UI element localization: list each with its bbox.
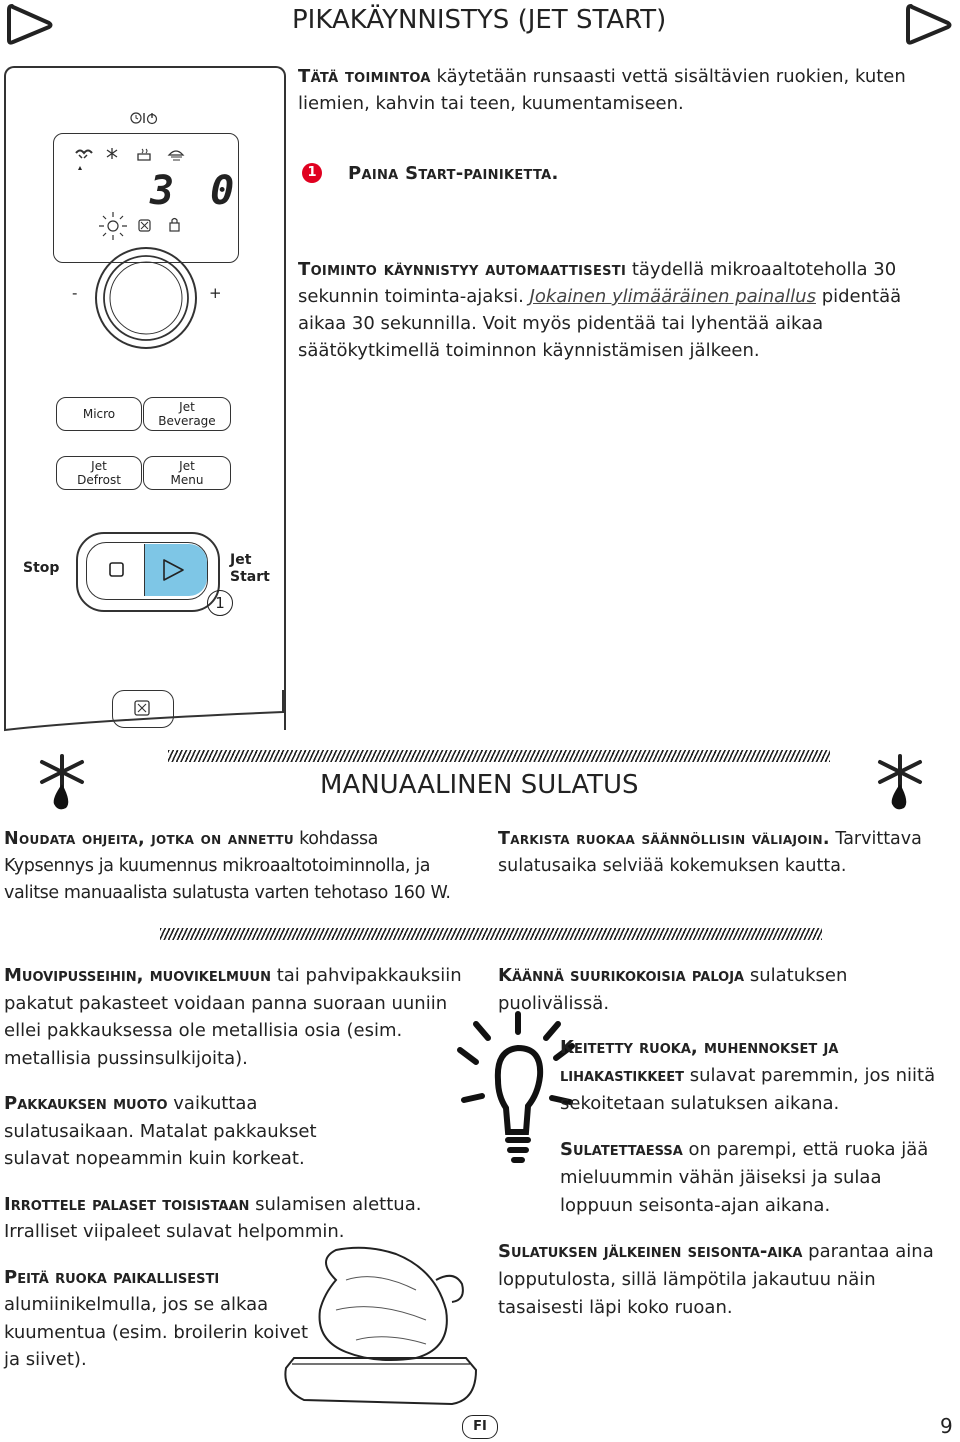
defrost-drop-icon-left [34, 752, 90, 814]
step-1-lead: Paina Start [348, 163, 456, 184]
plus-label: + [209, 284, 222, 302]
tip-right-3-lead: Sulatettaessa [560, 1139, 683, 1160]
auto-paragraph [298, 256, 953, 364]
auto-rest: täydellä mikroaaltoteholla 30 sekunnin toiminta-ajaksi. [298, 259, 897, 307]
extra-press-link[interactable]: Jokainen ylimääräinen painallus [529, 286, 816, 307]
tip-right-3 [560, 1136, 956, 1220]
tip-left-1-rest: tai pahvipakkauksiin pakatut pakasteet voidaan panna suoraan uuniin ellei pakkauksessa ole metallisia osia (esim. metallisia pussinsulkijoita). [4, 965, 462, 1069]
timer-rays-icon [99, 212, 127, 240]
step-1-rest: -painiketta. [455, 163, 559, 184]
defrost-left-paragraph [4, 826, 466, 907]
jet-start-button[interactable] [144, 544, 207, 596]
tip-left-3 [4, 1191, 444, 1246]
jet-beverage-label: Jet Beverage [158, 400, 216, 428]
auto-rest2: pidentää aikaa 30 sekunnilla. Voit myös pidentää tai lyhentää aikaa säätökytkimellä toiminnon käynnistämisen jälkeen. [298, 286, 902, 361]
tip-right-2-rest: sulavat paremmin, jos niitä sekoitetaan sulatuksen aikana. [560, 1065, 936, 1114]
intro-lead: Tätä toimintoa [298, 66, 431, 87]
display-status-icons [95, 208, 195, 244]
tip-right-4-rest: parantaa aina lopputulosta, sillä lämpötila jakautuu näin tasaisesti läpi koko ruoan. [498, 1241, 934, 1318]
defrost-right-lead: Tarkista ruokaa säännöllisin väliajoin. [498, 829, 830, 849]
tip-right-1-lead: Käännä suurikokoisia paloja [498, 965, 745, 986]
jet-beverage-button[interactable] [143, 397, 231, 431]
play-arrow-right-icon [905, 2, 953, 48]
tip-right-4-lead: Sulatuksen jälkeinen seisonta-aika [498, 1241, 803, 1262]
jet-menu-label: Jet Menu [170, 459, 204, 487]
defrost-drop-icon-right [872, 752, 928, 814]
stop-square-icon [92, 548, 144, 592]
lock-icon [170, 219, 179, 232]
page-number: 9 [940, 1414, 953, 1438]
crisp-icon [169, 151, 183, 160]
tip-left-3-lead: Irrottele palaset toisistaan [4, 1193, 250, 1215]
tip-left-4-rest: alumiinikelmulla, jos se alkaa kuumentua (esim. broilerin koivet ja siivet). [4, 1294, 309, 1370]
jet-start-label: Jet Start [230, 552, 270, 585]
tip-left-4 [4, 1264, 314, 1374]
beverage-icon [138, 149, 150, 160]
stop-label: Stop [23, 560, 60, 576]
defrost-left-rest: kohdassa Kypsennys ja kuumennus mikroaaltotoiminnolla, ja valitse manuaalista sulatusta varten tehotaso 160 W. [4, 829, 451, 903]
micro-button[interactable] [56, 397, 142, 431]
tip-left-3-rest: sulamisen alettua. Irralliset viipaleet sulavat helpommin. [4, 1193, 422, 1242]
tip-right-3-rest: on parempi, että ruoka jää mieluummin vähän jäiseksi ja sulaa loppuun seisonta-ajan aikana. [560, 1139, 929, 1216]
tip-left-1 [4, 962, 464, 1072]
clean-button[interactable] [112, 690, 174, 728]
clock-power-icon [130, 110, 160, 126]
display-digits: 3 0 [150, 168, 241, 214]
stop-button[interactable] [92, 548, 144, 592]
tip-right-1 [498, 962, 938, 1017]
tips-left [4, 962, 474, 1374]
adjust-dial[interactable] [92, 244, 200, 352]
start-triangle-icon [145, 544, 207, 596]
micro-button-label: Micro [82, 407, 116, 421]
defrost-left-lead: Noudata ohjeita, jotka on annettu [4, 829, 294, 849]
intro-rest: käytetään runsaasti vettä sisältävien ruokien, kuten liemien, kahvin tai teen, kuumentamiseen. [298, 66, 906, 114]
step-1-number: 1 [307, 165, 317, 180]
tip-right-2 [560, 1034, 952, 1118]
step-callout-badge [207, 590, 233, 616]
tip-left-2-rest: vaikuttaa sulatusaikaan. Matalat pakkaukset sulavat nopeammin kuin korkeat. [4, 1093, 317, 1169]
auto-lead: Toiminto käynnistyy automaattisesti [298, 259, 627, 280]
step-callout-number: 1 [215, 594, 225, 612]
page-title: PIKAKÄYNNISTYS (JET START) [292, 5, 667, 35]
tip-left-1-lead: Muovipusseihin, muovikelmuun [4, 965, 271, 986]
auto-clean-icon [139, 220, 150, 231]
tip-right-1-rest: sulatuksen puolivälissä. [498, 965, 848, 1014]
tip-left-2 [4, 1090, 374, 1173]
play-arrow-left-icon [6, 2, 54, 48]
intro-paragraph [298, 63, 948, 117]
tip-right-4 [498, 1238, 954, 1322]
defrost-right-rest: Tarvittava sulatusaika selviää kokemuksen kautta. [498, 829, 922, 876]
tip-right-2-lead: Keitetty ruoka, muhennokset ja lihakastikkeet [560, 1037, 839, 1086]
tip-left-2-lead: Pakkauksen muoto [4, 1093, 168, 1114]
grill-icon [76, 151, 92, 159]
jet-menu-button[interactable] [143, 456, 231, 490]
clean-icon [113, 691, 173, 727]
language-code: FI [473, 1419, 487, 1434]
step-1-badge [302, 163, 322, 183]
minus-label: - [72, 284, 78, 302]
hatch-divider-bottom [160, 928, 822, 940]
hatch-divider-top [168, 750, 830, 762]
defrost-star-icon [107, 148, 117, 159]
tip-left-4-lead: Peitä ruoka paikallisesti [4, 1266, 220, 1288]
defrost-title: MANUAALINEN SULATUS [320, 770, 639, 800]
language-badge [462, 1415, 498, 1439]
defrost-right-paragraph [498, 826, 958, 880]
jet-defrost-label: Jet Defrost [77, 459, 121, 487]
step-1-instruction [348, 160, 559, 187]
jet-defrost-button[interactable] [56, 456, 142, 490]
